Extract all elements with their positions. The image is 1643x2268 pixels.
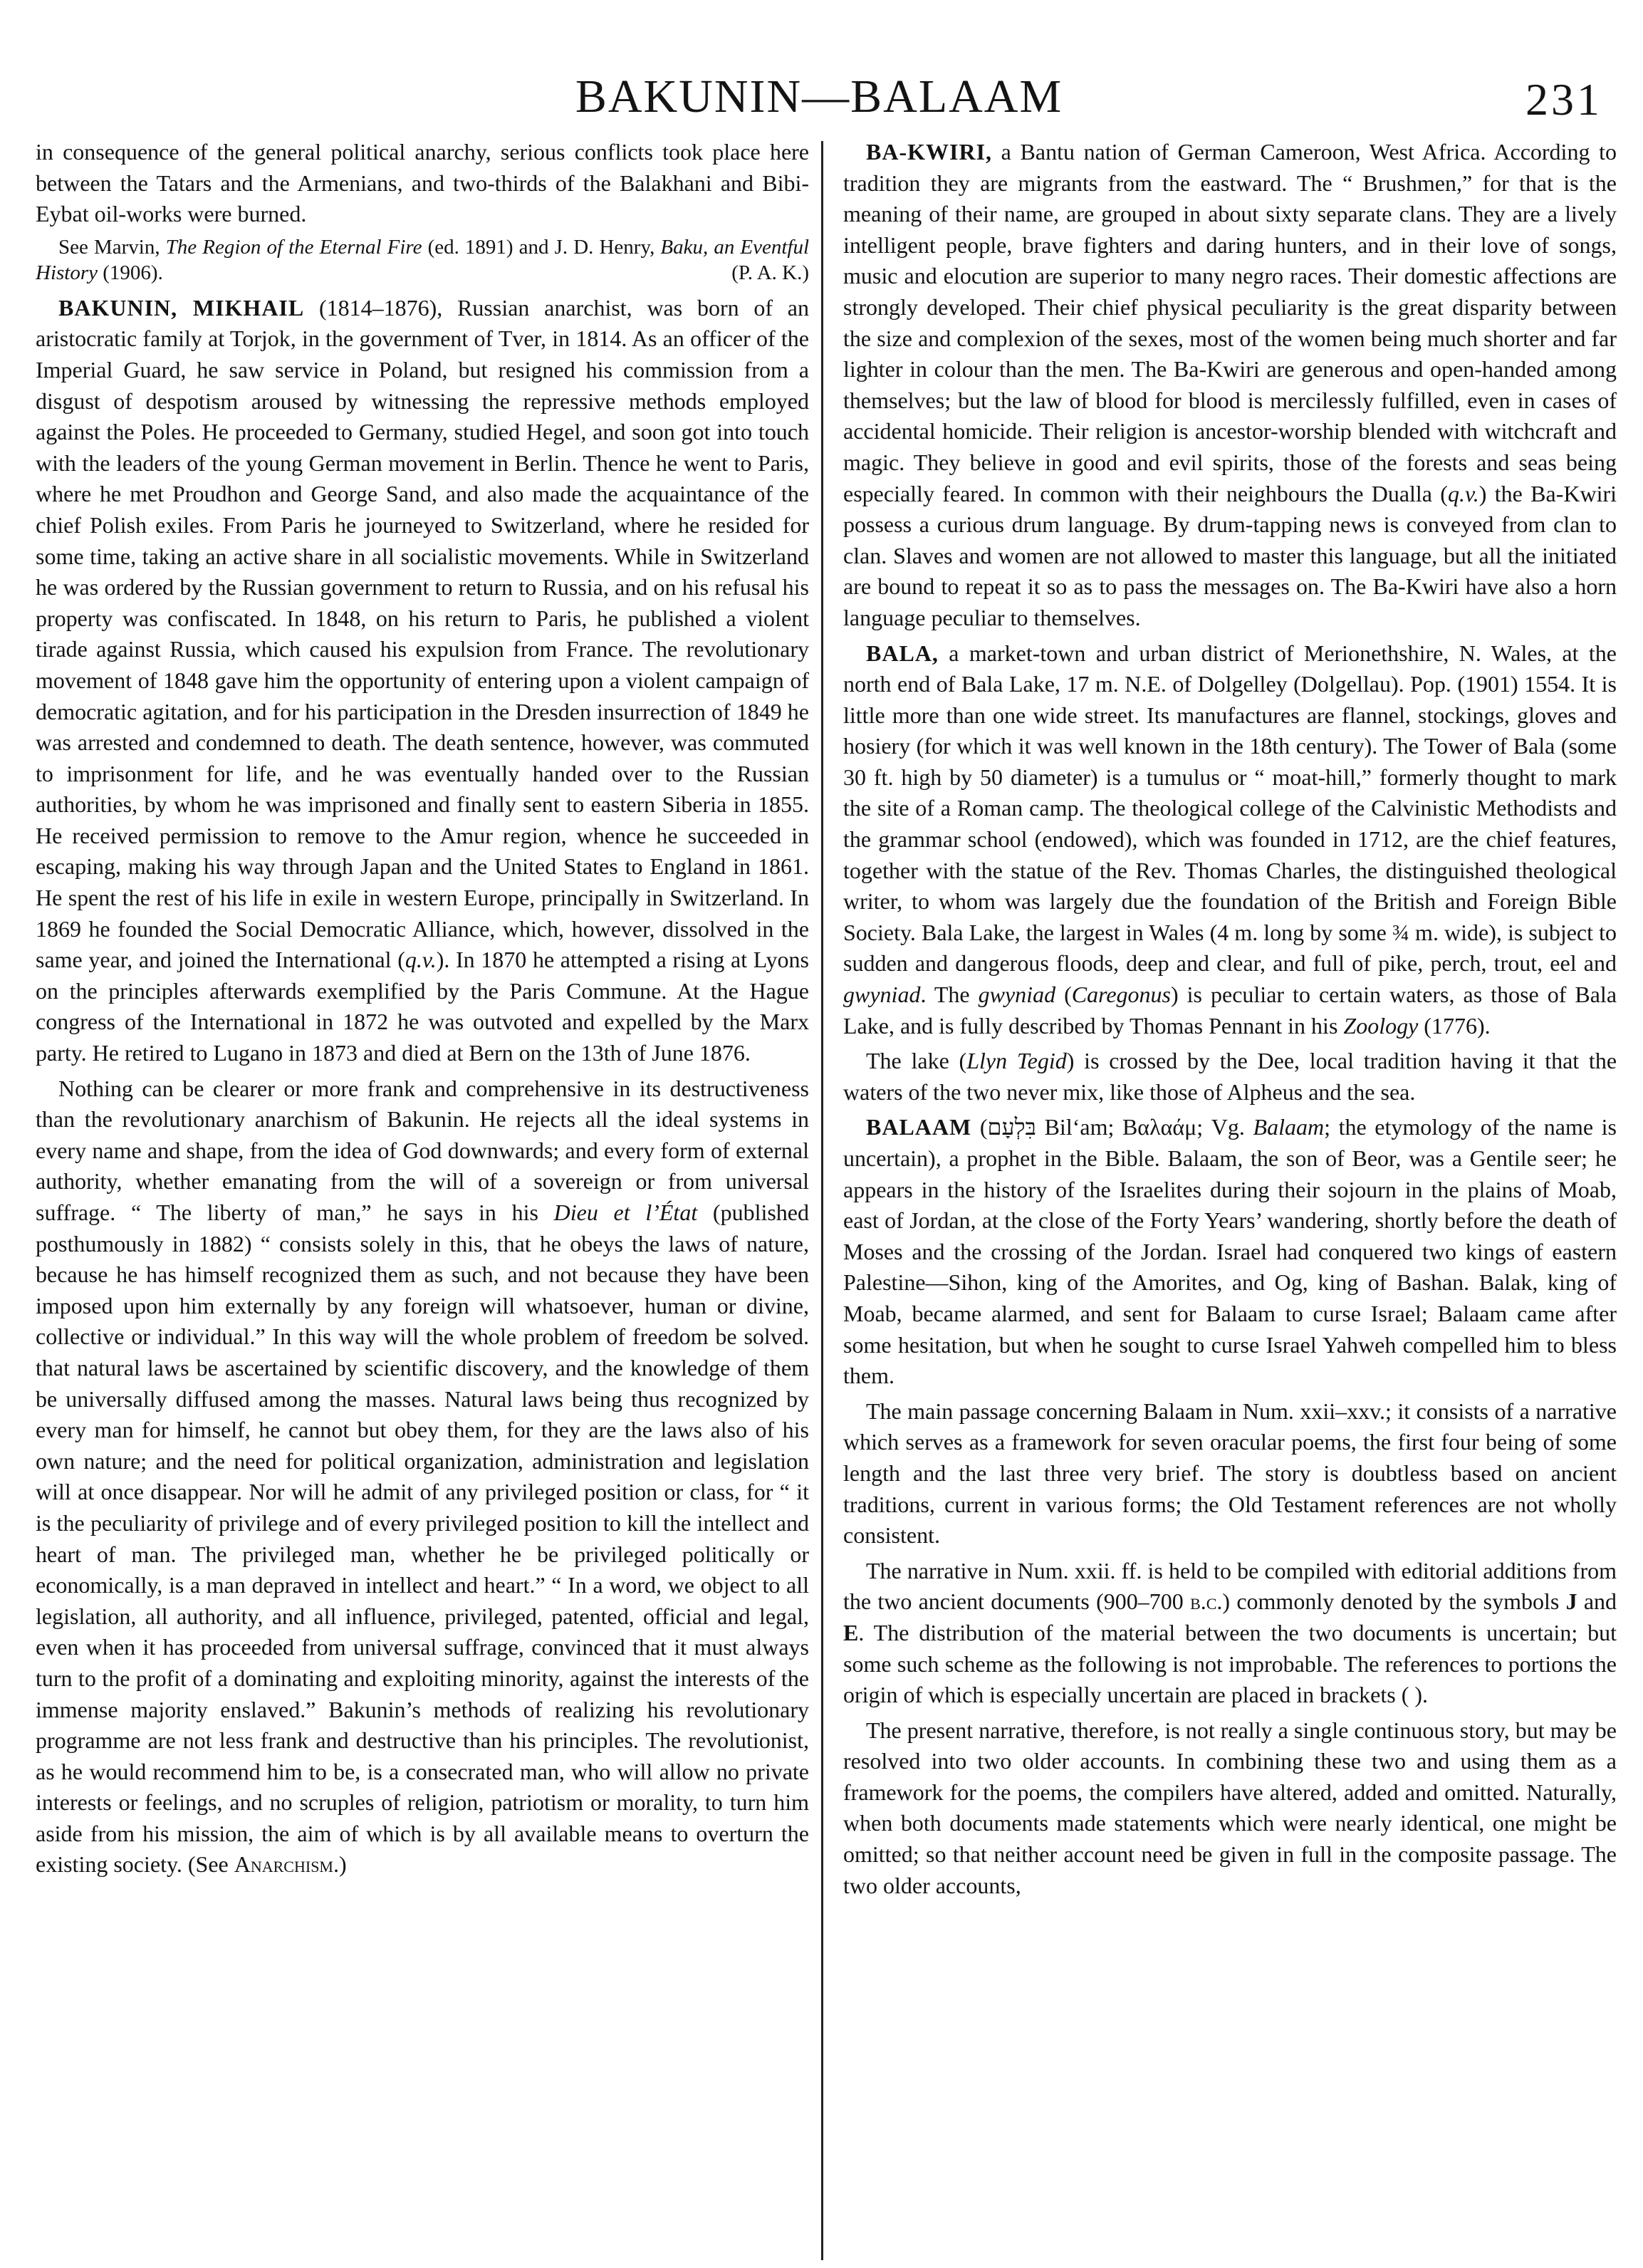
balaam-paragraph: The main passage concerning Balaam in Num. xxii–xxv.; it consists of a narrative which serves as a framework for seven oracular poems, the first four being of some length and the last three very brief. The story is doubtless based on ancient traditions, current in various forms; the Old Testament references are not wholly consistent. bbox=[843, 1398, 1617, 1549]
work-title: Zoology bbox=[1343, 1012, 1419, 1039]
balaam-paragraph: The present narrative, therefore, is not really a single continuous story, but may be resolved into two older accounts. In combining these two and using them as a framework for the poems, the compilers have altered, added and omitted. Naturally, when both documents made statements which were nearly identical, one might be omitted; so that neither account need be given in full in the composite passage. The two older accounts, bbox=[843, 1717, 1617, 1898]
entry-text: (1776). bbox=[1418, 1012, 1491, 1039]
entry-headword: BAKUNIN, MIKHAIL bbox=[58, 294, 305, 321]
citation-title: Baku, an Eventful History bbox=[36, 235, 810, 284]
left-column bbox=[36, 137, 809, 1885]
entry-text: The narrative in Num. xxii. ff. is held to be compiled with editorial additions from the two ancient documents (900–700 bbox=[843, 1557, 1617, 1615]
entry-text: ) is peculiar to certain waters, as those of Bala Lake, and is fully described by Thomas Pennant in his bbox=[843, 982, 1617, 1039]
entry-text: ) is crossed by the Dee, local tradition having it that the waters of the two never mix, like those of Alpheus and the sea. bbox=[843, 1048, 1617, 1105]
work-title: Dieu et l’État bbox=[553, 1200, 698, 1225]
citation-text: (ed. 1891) and J. D. Henry, bbox=[422, 235, 661, 259]
entry-text: ) commonly denoted by the symbols bbox=[1222, 1588, 1566, 1615]
author-signature: (P. A. K.) bbox=[731, 261, 809, 284]
entry-text: ( bbox=[1055, 982, 1072, 1008]
bakwiri-entry-paragraph bbox=[843, 137, 1617, 634]
italic-term: Balaam bbox=[1253, 1114, 1325, 1140]
baku-citation bbox=[36, 234, 809, 286]
entry-text: The lake ( bbox=[866, 1048, 967, 1074]
entry-headword: BALAAM bbox=[866, 1114, 972, 1140]
entry-text: a Bantu nation of German Cameroon, West Africa. According to tradition they are migrants from the eastward. The “ Brushmen,” for that is the meaning of their name, are grouped in about sixty separate clans. They are a lively intelligent people, brave fighters and daring hunters, and in their love of songs, music and elocution are superior to many negro races. Their domestic affections are strongly developed. Their chief physical peculiarity is the great disparity between the size and complexion of the sexes, most of the women being much shorter and far lighter in colour than the men. The Ba-Kwiri are generous and open-handed among themselves; but the law of blood for blood is mercilessly fulfilled, even in cases of accidental homicide. Their religion is ancestor-worship blended with witchcraft and magic. They believe in good and evil spirits, those of the forests and seas being especially feared. In common with their neighbours the Dualla ( bbox=[843, 139, 1617, 506]
continuation-paragraph: in consequence of the general political anarchy, serious conflicts took place here between the Tatars and the Armenians, and two-thirds of the Balakhani and Bibi-Eybat oil-works were burned. bbox=[36, 139, 809, 227]
balaam-entry-paragraph bbox=[843, 1112, 1617, 1391]
bala-lake-paragraph bbox=[843, 1046, 1617, 1108]
entry-text: . The distribution of the material between the two documents is uncertain; but some such scheme as the following is not improbable. The references to portions the origin of which is especially uncertain are placed in brackets ( ). bbox=[843, 1619, 1617, 1708]
right-column bbox=[843, 137, 1617, 1905]
column-divider bbox=[821, 141, 823, 2260]
entry-text: and bbox=[1577, 1588, 1617, 1615]
bala-entry-paragraph bbox=[843, 638, 1617, 1042]
balaam-documents-paragraph bbox=[843, 1556, 1617, 1711]
entry-text: (published posthumously in 1882) “ consists solely in this, that he obeys the laws of nature, because he has himself recognized them as such, and not because they have been imposed upon him externally by any foreign will whatsoever, human or divine, collective or individual.” In this way will the whole problem of freedom be solved. that natural laws be ascertained by scientific discovery, and the knowledge of them be universally diffused among the masses. Natural laws being thus recognized by every man for himself, he cannot but obey them, for they are the laws also of his own nature; and the need for political organization, administration and legislation will at once disappear. Nor will he admit of any privileged position or class, for “ it is the peculiarity of privilege and of every privileged position to kill the intellect and heart of man. The privileged man, whether he be privileged politically or economically, is a man depraved in intellect and heart.” “ In a word, we object to all legislation, all authority, and all influence, privileged, patented, official and legal, even when it has proceeded from universal suffrage, convinced that it must always turn to the profit of a dominating and exploiting minority, against the interests of the immense majority enslaved.” Bakunin’s methods of realizing his revolutionary programme are not less frank and destructive than his principles. The revolutionist, as he would recommend him to be, is a consecrated man, who will allow no private interests or feelings, and no scruples of religion, patriotism or morality, to turn him aside from his mission, the aim of which is by all available means to overturn the existing society. bbox=[36, 1200, 810, 1878]
entry-text: Nothing can be clearer or more frank and comprehensive in its destructiveness than the revolutionary anarchism of Bakunin. He rejects all the ideal systems in every name and shape, from the idea of God downwards; and every form of external authority, whether emanating from the will of a sovereign or from universal suffrage. “ The liberty of man,” he says in his bbox=[36, 1075, 809, 1225]
page-header bbox=[36, 63, 1602, 131]
entry-text: (בִּלְעָם Bil‘am; Βαλαάμ; Vg. bbox=[971, 1114, 1253, 1140]
see-also-text: .) bbox=[333, 1851, 347, 1878]
bakunin-entry-paragraph bbox=[36, 293, 809, 1069]
page-number: 231 bbox=[1525, 74, 1602, 125]
cross-reference: q.v. bbox=[1447, 480, 1479, 506]
citation-text: (1906). bbox=[98, 261, 163, 284]
italic-term: gwyniad bbox=[843, 982, 921, 1008]
citation-text: See Marvin, bbox=[58, 235, 166, 259]
see-also-link[interactable]: Anarchism bbox=[234, 1851, 333, 1878]
entry-text: ) the Ba-Kwiri possess a curious drum language. By drum-tapping news is conveyed from clan to clan. Slaves and women are not allowed to master this language, but all the initiated are bound to repeat it so as to pass the messages on. The Ba-Kwiri have also a horn language peculiar to themselves. bbox=[843, 480, 1617, 630]
see-also-text: (See bbox=[182, 1851, 234, 1878]
entry-headword: BA-KWIRI, bbox=[866, 139, 993, 165]
document-symbol: J bbox=[1565, 1588, 1577, 1615]
entry-headword: BALA, bbox=[866, 640, 939, 666]
bakunin-anarchism-paragraph bbox=[36, 1073, 809, 1881]
page-title: BAKUNIN—BALAAM bbox=[575, 71, 1063, 123]
cross-reference: q.v. bbox=[405, 947, 437, 973]
era-abbreviation: b.c. bbox=[1190, 1588, 1223, 1615]
document-symbol: E bbox=[843, 1619, 859, 1645]
entry-text: a market-town and urban district of Merionethshire, N. Wales, at the north end of Bala Lake, 17 m. N.E. of Dolgelley (Dolgellau). Pop. (1901) 1554. It is little more than one wide street. Its manufactures are flannel, stockings, gloves and hosiery (for which it was well known in the 18th century). The Tower of Bala (some 30 ft. high by 50 diameter) is a tumulus or “ moat-hill,” formerly thought to mark the site of a Roman camp. The theological college of the Calvinistic Methodists and the grammar school (endowed), which was founded in 1712, are the chief features, together with the statue of the Rev. Thomas Charles, the distinguished theological writer, to whom was largely due the foundation of the British and Foreign Bible Society. Bala Lake, the largest in Wales (4 m. long by some ¾ m. wide), is subject to sudden and dangerous floods, deep and clear, and full of pike, perch, trout, eel and bbox=[843, 640, 1617, 977]
italic-term: Caregonus bbox=[1071, 982, 1171, 1008]
entry-text: . The bbox=[920, 982, 979, 1008]
entry-text: ). In 1870 he attempted a rising at Lyons on the principles afterwards exemplified by the Paris Commune. At the Hague congress of the International in 1872 he was outvoted and expelled by the Marx party. He retired to Lugano in 1873 and died at Bern on the 13th of June 1876. bbox=[36, 947, 810, 1066]
entry-text: (1814–1876), Russian anarchist, was born of an aristocratic family at Torjok, in the government of Tver, in 1814. As an officer of the Imperial Guard, he saw service in Poland, but resigned his commission from a disgust of despotism aroused by witnessing the repressive methods employed against the Poles. He proceeded to Germany, studied Hegel, and soon got into touch with the leaders of the young German movement in Berlin. Thence he went to Paris, where he met Proudhon and George Sand, and also made the acquaintance of the chief Polish exiles. From Paris he journeyed to Switzerland, where he resided for some time, taking an active share in all socialistic movements. While in Switzerland he was ordered by the Russian government to return to Russia, and on his refusal his property was confiscated. In 1848, on his return to Paris, he published a violent tirade against Russia, which caused his expulsion from France. The revolutionary movement of 1848 gave him the opportunity of entering upon a violent campaign of democratic agitation, and for his participation in the Dresden insurrection of 1849 he was arrested and condemned to death. The death sentence, however, was commuted to imprisonment for life, and he was eventually handed over to the Russian authorities, by whom he was imprisoned and finally sent to eastern Siberia in 1855. He received permission to remove to the Amur region, whence he succeeded in escaping, making his way through Japan and the United States to England in 1861. He spent the rest of his life in exile in western Europe, principally in Switzerland. In 1869 he founded the Social Democratic Alliance, which, however, dissolved in the same year, and joined the International ( bbox=[36, 294, 810, 973]
italic-term: gwyniad bbox=[978, 982, 1056, 1008]
entry-text: ; the etymology of the name is uncertain), a prophet in the Bible. Balaam, the son of Beor, was a Gentile seer; he appears in the history of the Israelites during their sojourn in the plains of Moab, east of Jordan, at the close of the Forty Years’ wandering, shortly before the death of Moses and the crossing of the Jordan. Israel had conquered two kings of eastern Palestine—Sihon, king of the Amorites, and Og, king of Bashan. Balak, king of Moab, became alarmed, and sent for Balaam to curse Israel; Balaam came after some hesitation, but when he sought to curse Israel Yahweh compelled him to bless them. bbox=[843, 1114, 1617, 1389]
citation-title: The Region of the Eternal Fire bbox=[165, 235, 422, 259]
italic-term: Llyn Tegid bbox=[966, 1048, 1067, 1074]
